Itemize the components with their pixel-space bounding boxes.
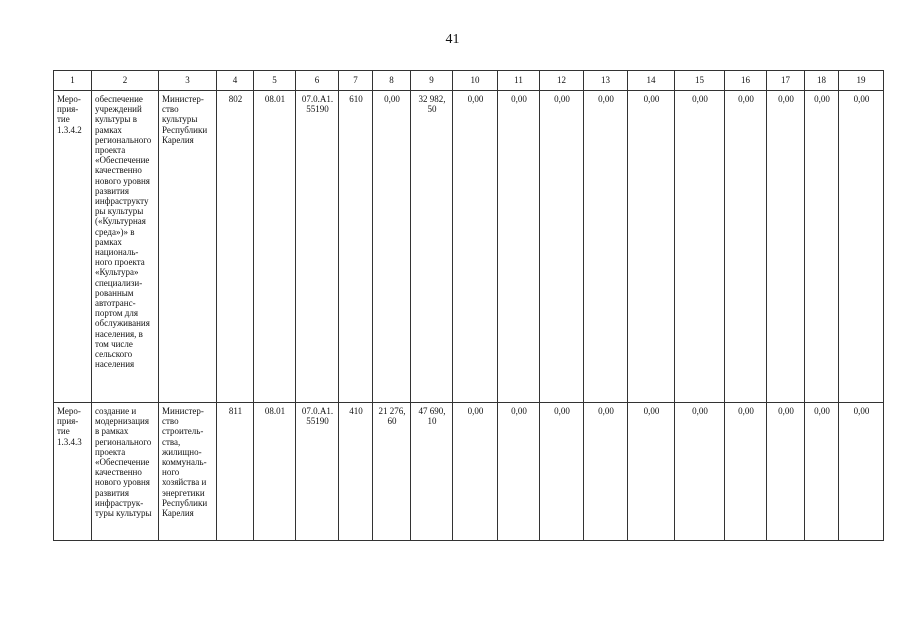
value-cell: 0,00 [584, 403, 628, 541]
column-header: 13 [584, 71, 628, 91]
value-cell: 0,00 [839, 91, 884, 403]
value-cell: 0,00 [453, 403, 498, 541]
column-header: 3 [159, 71, 217, 91]
column-header: 1 [54, 71, 92, 91]
executor-cell: Министер- ство строитель- ства, жилищно- коммуналь- ного хозяйства и энергетики Республики Карелия [159, 403, 217, 541]
value-cell: 0,00 [498, 91, 540, 403]
column-header: 19 [839, 71, 884, 91]
table-row [54, 91, 884, 403]
measure-name-cell: создание и модернизация в рамках регионального проекта «Обеспечение качественно нового уровня развития инфраструк- туры культуры [92, 403, 159, 541]
value-cell: 0,00 [805, 403, 839, 541]
measure-code-cell: Меро- прия- тие 1.3.4.3 [54, 403, 92, 541]
value-cell: 08.01 [254, 91, 296, 403]
value-cell: 47 690, 10 [411, 403, 453, 541]
value-cell: 0,00 [498, 403, 540, 541]
value-cell: 610 [339, 91, 373, 403]
value-cell: 0,00 [453, 91, 498, 403]
value-cell: 0,00 [675, 403, 725, 541]
column-header: 17 [767, 71, 805, 91]
column-header: 5 [254, 71, 296, 91]
column-header: 12 [540, 71, 584, 91]
value-cell: 0,00 [628, 403, 675, 541]
value-cell: 0,00 [767, 403, 805, 541]
value-cell: 0,00 [805, 91, 839, 403]
column-header: 16 [725, 71, 767, 91]
column-header: 10 [453, 71, 498, 91]
column-header: 7 [339, 71, 373, 91]
value-cell: 802 [217, 91, 254, 403]
value-cell: 32 982, 50 [411, 91, 453, 403]
value-cell: 0,00 [725, 91, 767, 403]
value-cell: 0,00 [767, 91, 805, 403]
column-header: 6 [296, 71, 339, 91]
column-header: 2 [92, 71, 159, 91]
value-cell: 21 276, 60 [373, 403, 411, 541]
value-cell: 0,00 [540, 91, 584, 403]
value-cell: 0,00 [839, 403, 884, 541]
value-cell: 811 [217, 403, 254, 541]
column-header: 15 [675, 71, 725, 91]
value-cell: 0,00 [675, 91, 725, 403]
value-cell: 0,00 [725, 403, 767, 541]
header-row [54, 71, 884, 91]
column-header: 14 [628, 71, 675, 91]
table-row [54, 403, 884, 541]
value-cell: 0,00 [540, 403, 584, 541]
budget-table [53, 70, 884, 541]
column-header: 11 [498, 71, 540, 91]
value-cell: 0,00 [628, 91, 675, 403]
executor-cell: Министер- ство культуры Республики Карелия [159, 91, 217, 403]
column-header: 8 [373, 71, 411, 91]
column-header: 4 [217, 71, 254, 91]
column-header: 18 [805, 71, 839, 91]
value-cell: 07.0.A1. 55190 [296, 403, 339, 541]
value-cell: 0,00 [373, 91, 411, 403]
column-header: 9 [411, 71, 453, 91]
value-cell: 0,00 [584, 91, 628, 403]
value-cell: 07.0.A1. 55190 [296, 91, 339, 403]
measure-name-cell: обеспечение учреждений культуры в рамках регионального проекта «Обеспечение качественно нового уровня развития инфраструкту ры культуры («Культурная среда»)» в рамках националь- ного проекта «Культура» специализи- рованным автотранс- портом для обслуживания населения, в том числе сельского населения [92, 91, 159, 403]
page-number: 41 [445, 32, 460, 47]
measure-code-cell: Меро- прия- тие 1.3.4.2 [54, 91, 92, 403]
value-cell: 08.01 [254, 403, 296, 541]
value-cell: 410 [339, 403, 373, 541]
